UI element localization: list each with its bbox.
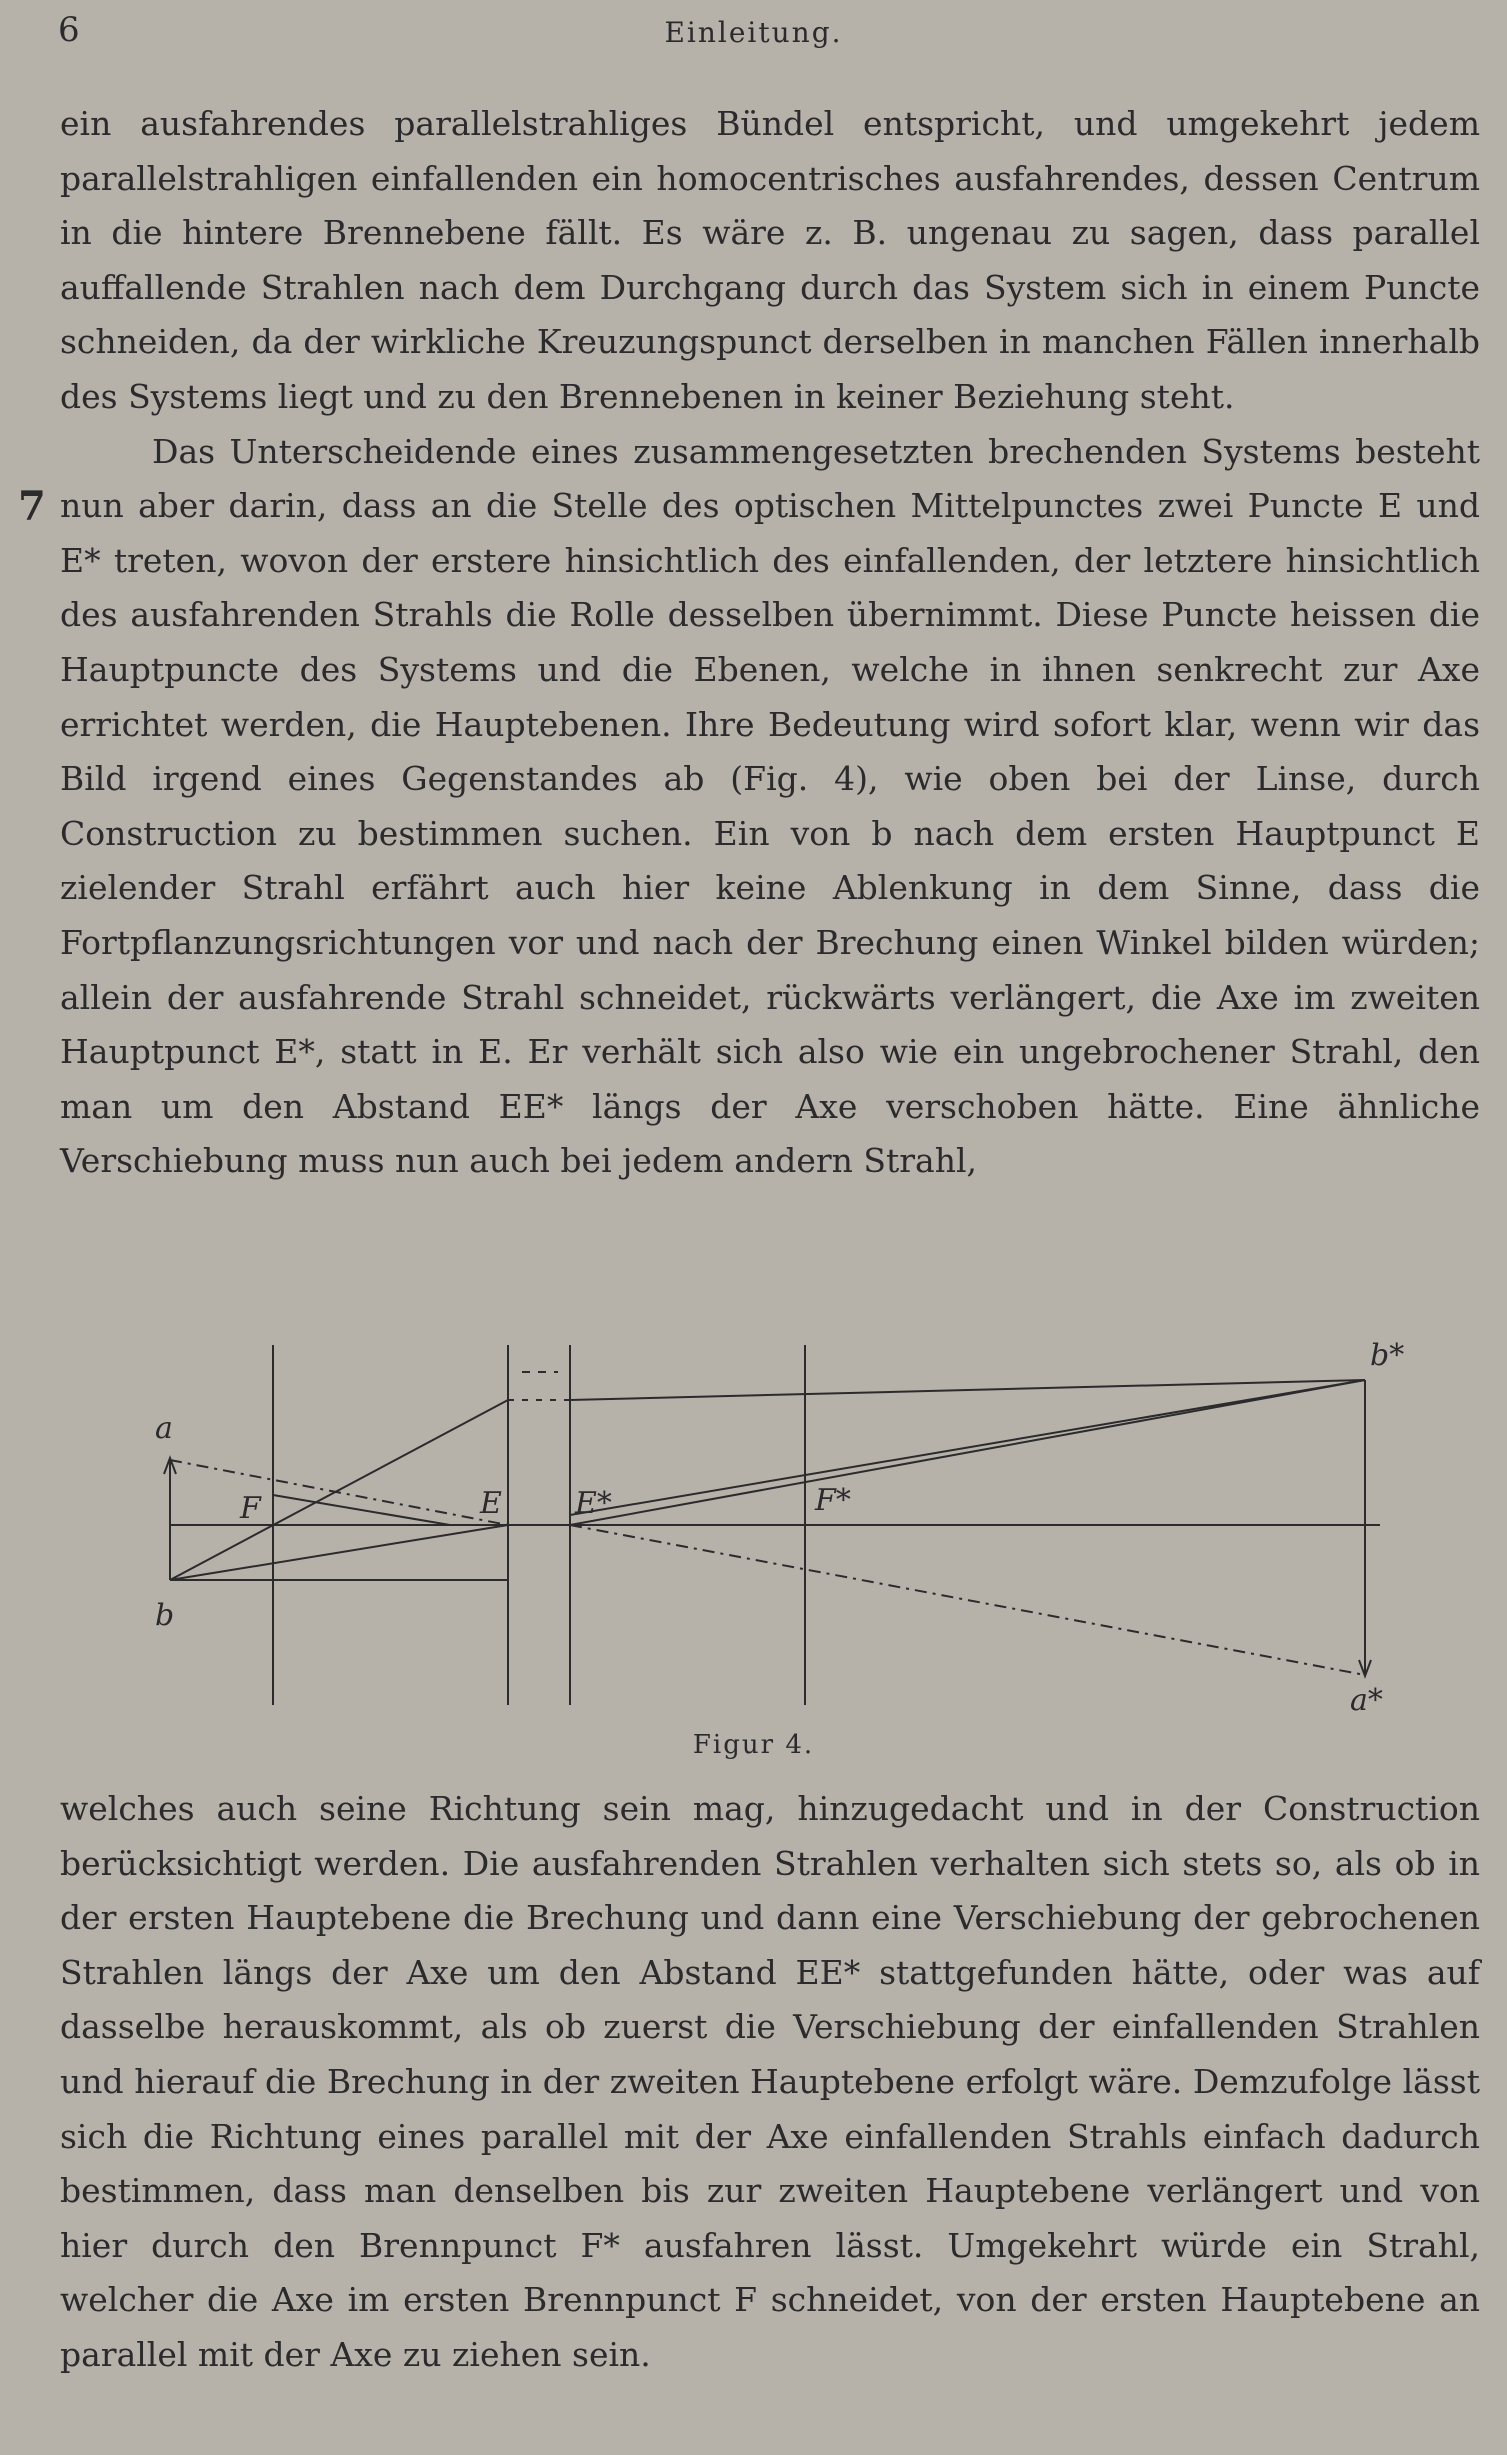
figure-caption: Figur 4. [692, 1730, 815, 1760]
paragraph-construction: welches auch seine Richtung sein mag, hinzugedacht und in der Construction berücksichtigt werden. Die ausfahrenden Strahlen verhalten sich stets so, als ob in der ersten Hauptebene die Brechung und dann eine Verschiebung der gebrochenen Strahlen längs der Axe um den Abstand EE* stattgefunden hätte, oder was auf dasselbe herauskommt, als ob zuerst die Verschiebung der einfallenden Strahlen und hierauf die Brechung in der zweiten Hauptebene erfolgt wäre. Demzufolge lässt sich die Richtung eines parallel mit der Axe einfallenden Strahls einfach dadurch bestimmen, dass man denselben bis zur zweiten Hauptebene verlängert und von hier durch den Brennpunct F* ausfahren lässt. Umgekehrt würde ein Strahl, welcher die Axe im ersten Brennpunct F schneidet, von der ersten Hauptebene an parallel mit der Axe zu ziehen sein. [60, 1789, 1480, 2374]
margin-section-number: 7 [18, 483, 46, 530]
label-F: F [240, 1491, 261, 1526]
label-F-star: F* [815, 1483, 851, 1518]
label-a: a [155, 1411, 173, 1446]
figure-4-diagram [150, 1320, 1410, 1720]
running-title: Einleitung. [664, 16, 843, 49]
paragraph-principal-points: Das Unterscheidende eines zusammengesetzten brechenden Systems besteht nun aber darin, dass an die Stelle des optischen Mittelpunctes zwei Puncte E und E* treten, wovon der erstere hinsichtlich des einfallenden, der letztere hinsichtlich des ausfahrenden Strahls die Rolle desselben übernimmt. Diese Puncte heissen die Hauptpuncte des Systems und die Ebenen, welche in ihnen senkrecht zur Axe errichtet werden, die Hauptebenen. Ihre Bedeutung wird sofort klar, wenn wir das Bild irgend eines Gegenstandes ab (Fig. 4), wie oben bei der Linse, durch Construction zu bestimmen suchen. Ein von b nach dem ersten Hauptpunct E zielender Strahl erfährt auch hier keine Ablenkung in dem Sinne, dass die Fortpflanzungsrichtungen vor und nach der Brechung einen Winkel bilden würden; allein der ausfahrende Strahl schneidet, rückwärts verlängert, die Axe im zweiten Hauptpunct E*, statt in E. Er verhält sich also wie ein ungebrochener Strahl, den man um den Abstand EE* längs der Axe verschoben hätte. Eine ähnliche Verschiebung muss nun auch bei jedem andern Strahl, [60, 431, 1480, 1181]
text-block-top [60, 97, 1480, 1189]
label-E: E [480, 1486, 502, 1521]
page-header [0, 10, 1507, 60]
text-block-bottom [60, 1782, 1480, 2383]
label-b: b [155, 1598, 175, 1633]
paragraph-continuation: ein ausfahrendes parallelstrahliges Bündel entspricht, und umgekehrt jedem parallelstrahligen einfallenden ein homocentrisches ausfahrendes, dessen Centrum in die hintere Brennebene fällt. Es wäre z. B. ungenau zu sagen, dass parallel auffallende Strahlen nach dem Durchgang durch das System sich in einem Puncte schneiden, da der wirkliche Kreuzungspunct derselben in manchen Fällen innerhalb des Systems liegt und zu den Brennebenen in keiner Beziehung steht. [60, 104, 1480, 416]
label-b-star: b* [1370, 1338, 1405, 1373]
label-E-star: E* [575, 1486, 612, 1521]
label-a-star: a* [1350, 1683, 1383, 1718]
page-number: 6 [58, 10, 80, 50]
